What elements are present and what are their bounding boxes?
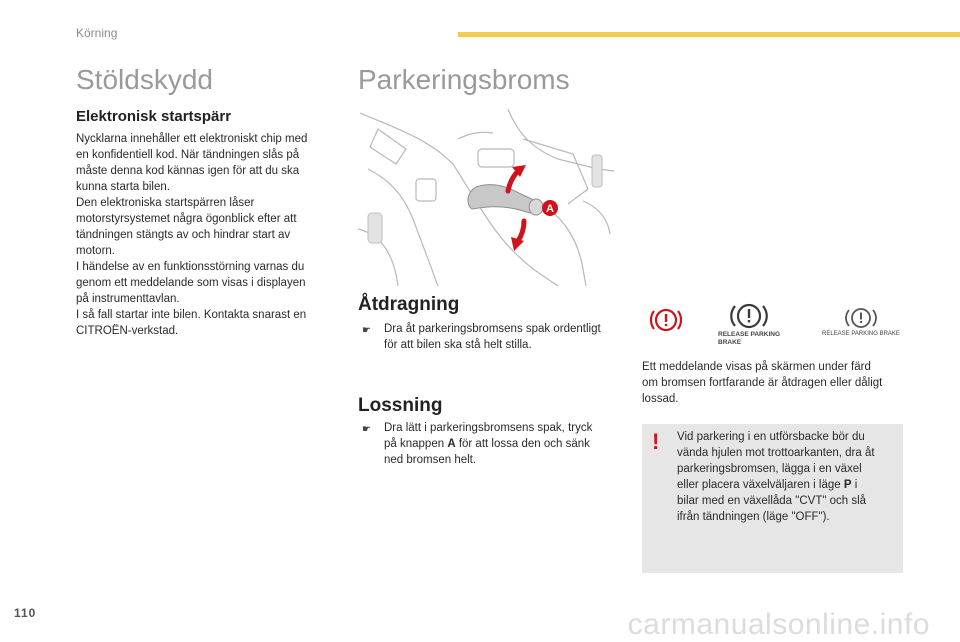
apply-bullet [362,321,622,353]
lamp-caption: RELEASE PARKING [718,331,780,338]
lamp-caption: BRAKE [718,339,742,346]
handbrake-drawing [358,109,614,286]
apply-heading: Åtdragning [358,294,460,315]
section-label: Körning [76,26,118,40]
callout-a-label: A [546,203,554,215]
text-line: Nycklarna innehåller ett elektroniskt chip med [76,133,308,145]
text-line: Dra lätt i parkeringsbromsens spak, tryck [384,422,593,434]
text-line: lossad. [642,393,679,405]
text-line: eller placera växelväljaren i läge P i [677,479,858,491]
text-line: Ett meddelande visas på skärmen under färd [642,361,871,373]
brake-warning-icon [841,306,881,330]
text-line: parkeringsbromsen, lägga i en växel [677,463,862,475]
message-paragraph [642,359,912,407]
release-parking-brake-lamp-alt [822,306,900,338]
text-line: ifrån tändningen (läge "OFF"). [677,511,830,523]
text-line: Den elektroniska startspärren låser [76,197,255,209]
text-line: om bromsen fortfarande är åtdragen eller dåligt [642,377,883,389]
parking-brake-warning-lamp [649,307,683,333]
text-line: måste denna kod kännas igen för att du ska [76,165,300,177]
gear-position-p: P [843,479,852,491]
text-line: för att bilen ska stå helt stilla. [384,339,532,351]
brake-warning-icon [727,302,771,330]
text-line: en konfidentiell kod. När tändningen slås på [76,149,300,161]
text-line: Vid parkering i en utförsbacke bör du [677,431,865,443]
text-line: genom ett meddelande som visas i displayen [76,277,306,289]
button-a-ref: A [447,438,456,450]
bullet-icon: ☛ [362,424,371,435]
watermark: carmanualsonline.info [627,608,930,641]
release-heading: Lossning [358,395,443,416]
antitheft-title: Stöldskydd [76,64,213,95]
text-line: Dra åt parkeringsbromsens spak ordentligt [384,323,601,335]
header-accent-bar [458,32,960,37]
bullet-icon: ☛ [362,325,371,336]
exclamation-icon: ! [652,429,660,454]
text-line: motorstyrsystemet några ögonblick efter att [76,213,297,225]
text-line: tändningen stängts av och hindrar start av [76,229,291,241]
antitheft-subtitle: Elektronisk startspärr [76,108,232,125]
text-line: motorn. [76,245,115,257]
text-line: på knappen A för att lossa den och sänk [384,438,590,450]
lamp-caption: RELEASE PARKING BRAKE [822,331,900,337]
text-line: I händelse av en funktionsstörning varnas du [76,261,305,273]
brake-warning-icon [649,307,683,333]
text-line: kunna starta bilen. [76,181,170,193]
antitheft-paragraph [76,131,336,339]
page-number: 110 [14,606,37,620]
text-line: bilar med en växellåda "CVT" och slå [677,495,867,507]
release-parking-brake-lamp [718,302,780,346]
text-line: på instrumenttavlan. [76,293,180,305]
warning-text [677,429,887,525]
handbrake-illustration [358,109,614,286]
release-bullet [362,420,622,468]
text-line: ned bromsen helt. [384,454,477,466]
text-line: CITROËN-verkstad. [76,325,179,337]
text-line: I så fall startar inte bilen. Kontakta snarast en [76,309,307,321]
text-line: vända hjulen mot trottoarkanten, dra åt [677,447,875,459]
parking-title: Parkeringsbroms [358,64,570,95]
